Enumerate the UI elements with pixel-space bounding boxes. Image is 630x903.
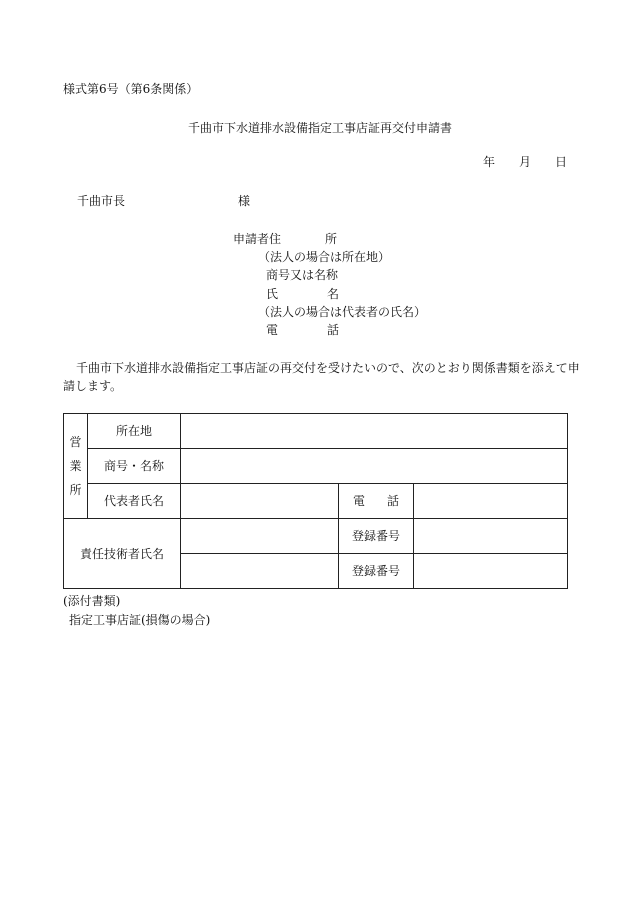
office-info-table <box>63 413 568 589</box>
registration-label-1: 登録番号 <box>339 519 414 554</box>
date-line <box>483 155 567 169</box>
engineer-label: 責任技術者氏名 <box>64 519 181 589</box>
applicant-phone-row <box>266 323 339 337</box>
table-row <box>64 484 568 519</box>
trade-name-label-cell: 商号・名称 <box>88 449 181 484</box>
table-phone-label-1: 電 <box>352 494 365 508</box>
name-label-2: 名 <box>327 287 340 301</box>
date-month: 月 <box>519 155 532 169</box>
registration-field-1[interactable] <box>414 519 568 554</box>
table-row <box>64 414 568 449</box>
attachments-heading: (添付書類) <box>63 594 121 608</box>
phone-field[interactable] <box>414 484 568 519</box>
office-label-char: 営 <box>69 435 82 449</box>
table-row <box>64 519 568 554</box>
office-label-char: 所 <box>69 483 82 497</box>
trade-name-field[interactable] <box>181 449 568 484</box>
engineer-name-field-2[interactable] <box>181 554 339 589</box>
registration-field-2[interactable] <box>414 554 568 589</box>
registration-label-2: 登録番号 <box>339 554 414 589</box>
office-label-char: 業 <box>69 459 82 473</box>
applicant-address-row <box>233 232 337 246</box>
applicant-label: 申請者 <box>233 232 270 246</box>
name-label-1: 氏 <box>266 287 279 301</box>
table-phone-label-2: 話 <box>387 494 400 508</box>
phone-label-1: 電 <box>266 323 279 337</box>
form-number: 様式第6号（第6条関係） <box>63 82 199 96</box>
date-day: 日 <box>555 155 568 169</box>
form-title: 千曲市下水道排水設備指定工事店証再交付申請書 <box>188 121 453 135</box>
table-row <box>64 449 568 484</box>
engineer-name-field-1[interactable] <box>181 519 339 554</box>
trade-name-label: 商号又は名称 <box>266 268 339 282</box>
location-field[interactable] <box>181 414 568 449</box>
address-note: （法人の場合は所在地） <box>258 250 391 264</box>
phone-label-cell <box>339 484 414 519</box>
addressee-honorific: 様 <box>238 194 251 208</box>
location-label: 所在地 <box>88 414 181 449</box>
representative-field[interactable] <box>181 484 339 519</box>
date-year: 年 <box>483 155 496 169</box>
phone-label-2: 話 <box>327 323 340 337</box>
address-label-1: 住 <box>269 232 282 246</box>
body-text-line-2: 請します。 <box>63 379 123 393</box>
representative-label: 代表者氏名 <box>88 484 181 519</box>
name-note: （法人の場合は代表者の氏名） <box>258 305 427 319</box>
attachments-item: 指定工事店証(損傷の場合) <box>69 613 211 627</box>
applicant-name-row <box>266 287 339 301</box>
addressee-name: 千曲市長 <box>77 194 126 208</box>
office-label-cell <box>64 414 88 519</box>
body-text-line-1: 千曲市下水道排水設備指定工事店証の再交付を受けたいので、次のとおり関係書類を添えて申 <box>76 361 580 375</box>
address-label-2: 所 <box>325 232 338 246</box>
